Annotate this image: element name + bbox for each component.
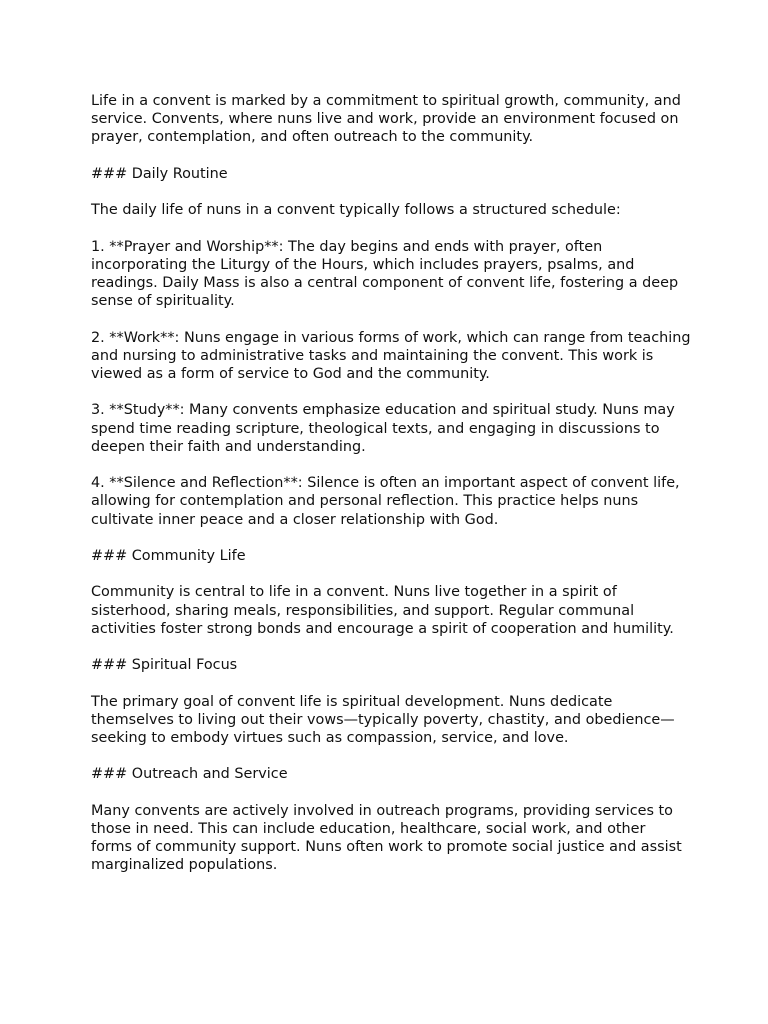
heading-community-life: ### Community Life <box>91 547 246 564</box>
list-item-work: 2. **Work**: Nuns engage in various forms of work, which can range from teaching and nursing to administrative tasks and maintaining the convent. This work is viewed as a form of service to God and the community. <box>91 329 691 382</box>
heading-outreach-service: ### Outreach and Service <box>91 766 288 783</box>
outreach-service-paragraph: Many convents are actively involved in outreach programs, providing services to those in need. This can include education, healthcare, social work, and other forms of community support. Nuns often work to promote social justice and assist marginalized populations. <box>91 802 682 874</box>
daily-routine-intro: The daily life of nuns in a convent typically follows a structured schedule: <box>91 202 621 219</box>
heading-daily-routine: ### Daily Routine <box>91 165 228 182</box>
community-life-paragraph: Community is central to life in a convent. Nuns live together in a spirit of sisterhood, sharing meals, responsibilities, and support. Regular communal activities foster strong bonds and encourage a spirit of cooperation and humility. <box>91 584 674 637</box>
list-item-silence: 4. **Silence and Reflection**: Silence is often an important aspect of convent life, allowing for contemplation and personal reflection. This practice helps nuns cultivate inner peace and a closer relationship with God. <box>91 475 680 528</box>
list-item-study: 3. **Study**: Many convents emphasize education and spiritual study. Nuns may spend time reading scripture, theological texts, and engaging in discussions to deepen their faith and understanding. <box>91 402 675 455</box>
intro-paragraph: Life in a convent is marked by a commitment to spiritual growth, community, and service. Convents, where nuns live and work, provide an environment focused on prayer, contemplation, and often outreach to the community. <box>91 93 681 146</box>
spiritual-focus-paragraph: The primary goal of convent life is spiritual development. Nuns dedicate themselves to living out their vows—typically poverty, chastity, and obedience—seeking to embody virtues such as compassion, service, and love. <box>91 693 675 746</box>
list-item-prayer: 1. **Prayer and Worship**: The day begins and ends with prayer, often incorporating the Liturgy of the Hours, which includes prayers, psalms, and readings. Daily Mass is also a central component of convent life, fostering a deep sense of spirituality. <box>91 238 679 310</box>
document-body <box>91 92 691 893</box>
heading-spiritual-focus: ### Spiritual Focus <box>91 657 238 674</box>
